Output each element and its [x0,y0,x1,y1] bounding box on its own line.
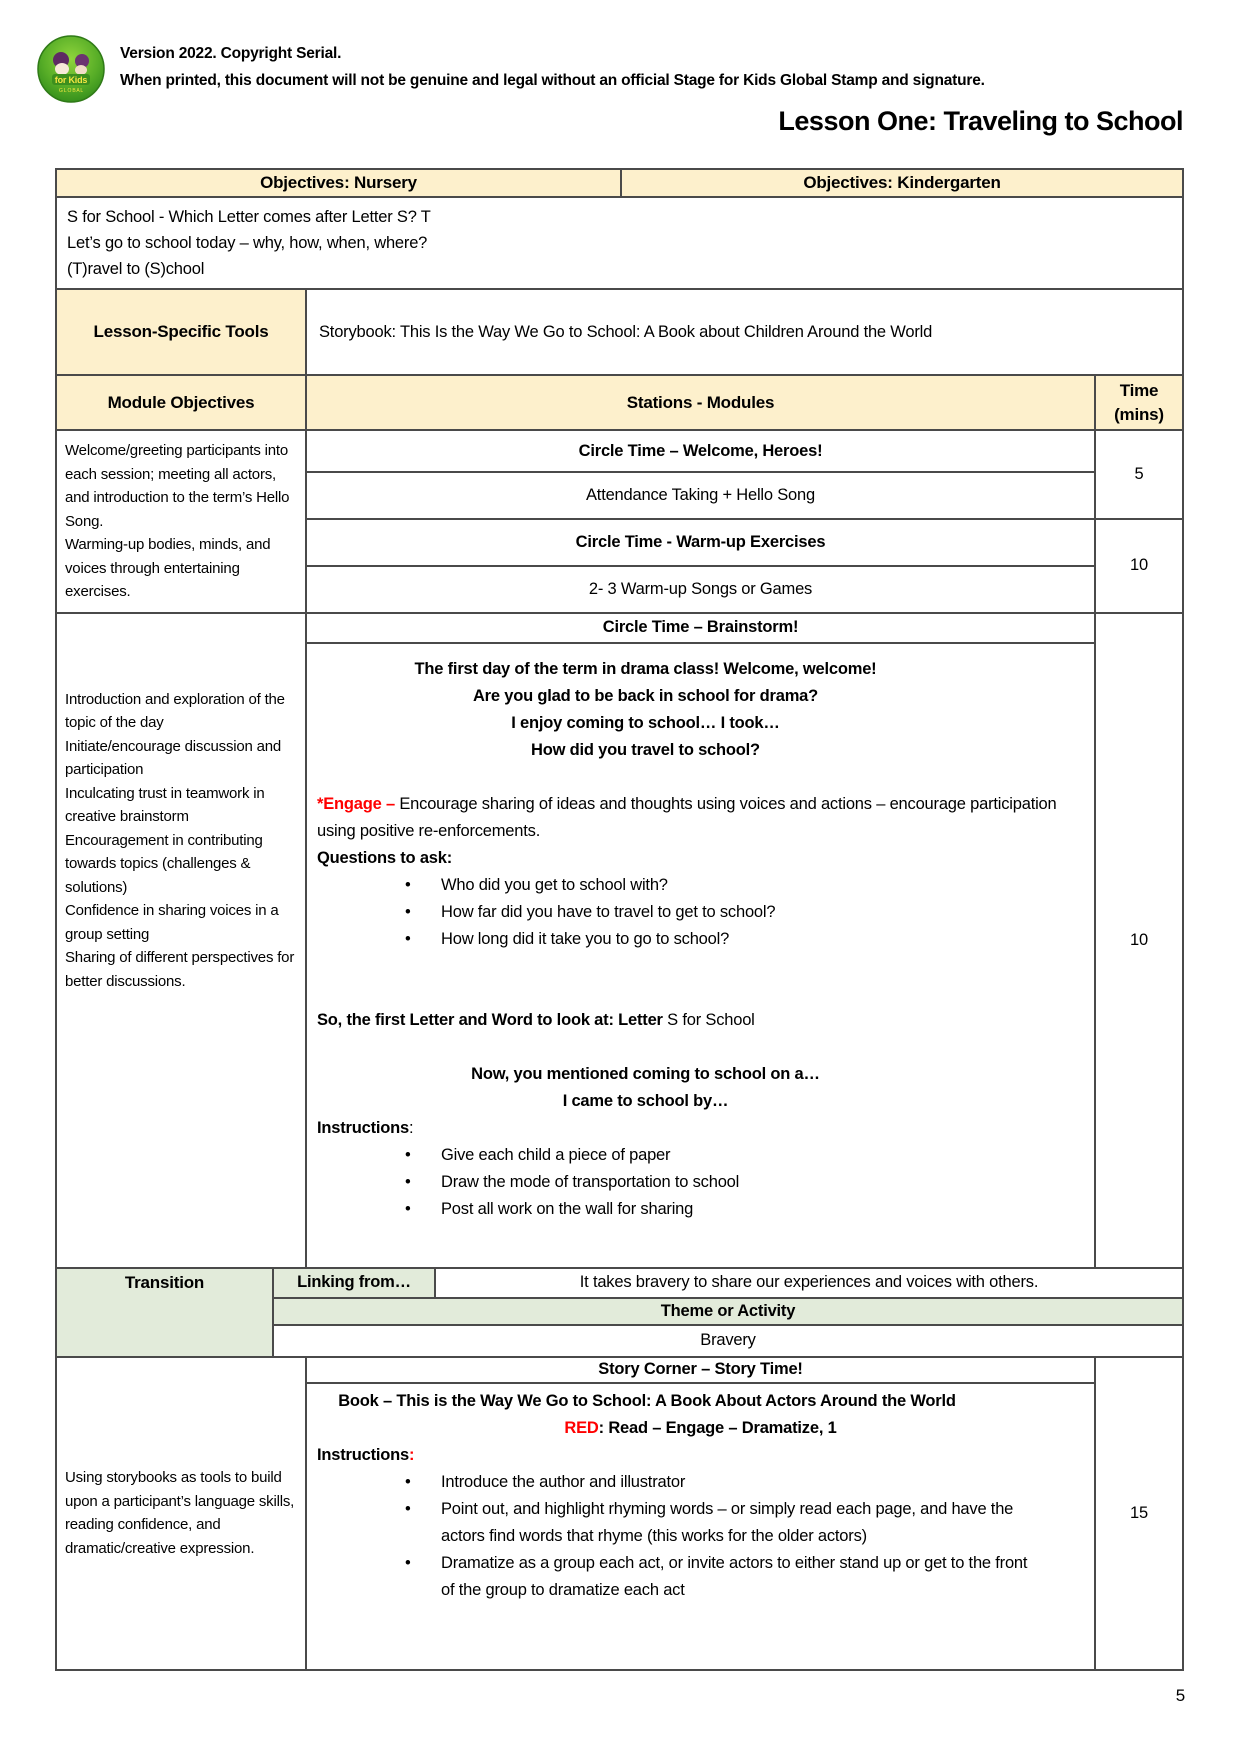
stations-modules-header: Stations - Modules [306,375,1095,430]
lesson-plan-table [55,168,1182,1671]
time-value: 5 [1095,430,1183,519]
objectives-table [55,168,1184,290]
station-attendance: Attendance Taking + Hello Song [306,472,1095,519]
time-header-line2: (mins) [1114,404,1164,424]
story-content [306,1383,1095,1670]
objective-paragraph: Sharing of different perspectives for better discussions. [65,949,295,990]
objectives-nursery-header: Objectives: Nursery [56,169,621,197]
objective-paragraph: Inculcating trust in teamwork in creative brainstorm [65,784,265,825]
module-objective-welcome [56,430,306,613]
objective-line: S for School - Which Letter comes after Letter S? T [67,208,431,226]
page-header [36,34,985,104]
linking-from-value: It takes bravery to share our experiences and voices with others. [435,1268,1183,1298]
page-title: Lesson One: Traveling to School [778,106,1183,136]
module-objective-story [56,1357,306,1670]
objective-paragraph: Initiate/encourage discussion and participation [65,737,282,778]
instructions-label [317,1115,1084,1142]
objective-paragraph: Welcome/greeting participants into each session; meeting all actors, and introduction to the term’s Hello Song. [65,442,290,530]
instructions-word: Instructions [317,1445,410,1464]
letter-line-bold: So, the first Letter and Word to look at: Letter [317,1010,668,1029]
letter-line [317,1007,1084,1034]
objective-paragraph: Using storybooks as tools to build upon a participant’s language skills, reading confidence, and dramatic/creative expression. [65,1469,295,1557]
list-item: • Post all work on the wall for sharing [317,1196,1084,1223]
objective-paragraph: Warming-up bodies, minds, and voices through entertaining exercises. [65,536,271,600]
station-story-corner-header: Story Corner – Story Time! [306,1357,1095,1383]
instructions-list [317,1142,1084,1223]
station-warmup: Circle Time - Warm-up Exercises [306,519,1095,566]
svg-text:G L O B A L: G L O B A L [58,88,84,94]
time-value: 15 [1095,1357,1183,1670]
copyright-text [120,34,985,94]
svg-text:for Kids: for Kids [54,75,88,85]
brainstorm-intro-line: I enjoy coming to school… I took… [511,713,780,732]
list-item: • Point out, and highlight rhyming words – or simply read each page, and have the actors find words that rhyme (this works for the older actors) [317,1496,1084,1550]
brainstorm-intro-line: The first day of the term in drama class! Welcome, welcome! [414,659,877,678]
linking-from-label: Linking from… [273,1268,435,1298]
list-item: • Draw the mode of transportation to school [317,1169,1084,1196]
objectives-content [56,197,1183,289]
time-header-line1: Time [1119,380,1159,400]
objective-paragraph: Encouragement in contributing towards topics (challenges & solutions) [65,831,263,896]
module-objective-brainstorm [56,613,306,1268]
station-warmup-songs: 2- 3 Warm-up Songs or Games [306,566,1095,613]
legal-line: When printed, this document will not be genuine and legal without an official Stage for Kids Global Stamp and signature. [120,72,985,89]
version-line: Version 2022. Copyright Serial. [120,45,342,62]
objective-paragraph: Confidence in sharing voices in a group setting [65,902,279,943]
instructions-label [317,1442,1084,1469]
stage-for-kids-logo-icon [36,34,106,104]
station-welcome-heroes: Circle Time – Welcome, Heroes! [306,430,1095,472]
brainstorm-content [306,643,1095,1268]
red-method-line [317,1415,1084,1442]
objective-line: Let’s go to school today – why, how, when, where? [67,234,428,252]
modules-table [55,374,1184,1269]
objective-paragraph: Introduction and exploration of the topic of the day [65,690,285,731]
tools-value: Storybook: This Is the Way We Go to School: A Book about Children Around the World [306,289,1183,375]
station-brainstorm-header: Circle Time – Brainstorm! [306,613,1095,643]
instructions-word: Instructions [317,1118,410,1137]
red-label: RED [564,1418,599,1437]
page-number: 5 [1175,1686,1185,1705]
theme-or-activity-header: Theme or Activity [273,1298,1183,1325]
brainstorm-intro-line: Are you glad to be back in school for drama? [472,686,819,705]
questions-label: Questions to ask: [317,848,453,867]
time-value: 10 [1095,613,1183,1268]
instructions-colon: : [409,1118,414,1137]
tools-label: Lesson-Specific Tools [56,289,306,375]
story-corner-table [55,1356,1184,1671]
objectives-kindergarten-header: Objectives: Kindergarten [621,169,1183,197]
theme-value: Bravery [273,1325,1183,1357]
mention-line: Now, you mentioned coming to school on a… [471,1064,820,1083]
instructions-colon: : [409,1445,415,1464]
list-item: • How long did it take you to go to school? [317,926,1084,953]
letter-line-rest: S for School [667,1010,755,1029]
book-title-line: Book – This is the Way We Go to School: A Book About Actors Around the World [338,1391,956,1410]
brainstorm-intro-line: How did you travel to school? [531,740,760,759]
list-item: • Dramatize as a group each act, or invite actors to either stand up or get to the front of the group to dramatize each act [317,1550,1084,1604]
story-instructions-list [317,1469,1084,1604]
objective-line: (T)ravel to (S)chool [67,260,205,278]
list-item: • How far did you have to travel to get to school? [317,899,1084,926]
list-item: • Introduce the author and illustrator [317,1469,1084,1496]
tools-table [55,288,1184,376]
red-rest: : Read – Engage – Dramatize, 1 [598,1418,837,1437]
mention-line: I came to school by… [562,1091,729,1110]
time-header [1095,375,1183,430]
engage-text: Encourage sharing of ideas and thoughts using voices and actions – encourage participation using positive re-enforcements. [317,794,1057,840]
engage-label: *Engage – [317,794,400,813]
time-value: 10 [1095,519,1183,613]
engage-paragraph [317,791,1084,845]
module-objectives-header: Module Objectives [56,375,306,430]
transition-table [55,1267,1184,1358]
transition-label: Transition [56,1268,273,1357]
list-item: • Who did you get to school with? [317,872,1084,899]
list-item: • Give each child a piece of paper [317,1142,1084,1169]
questions-list [317,872,1084,953]
